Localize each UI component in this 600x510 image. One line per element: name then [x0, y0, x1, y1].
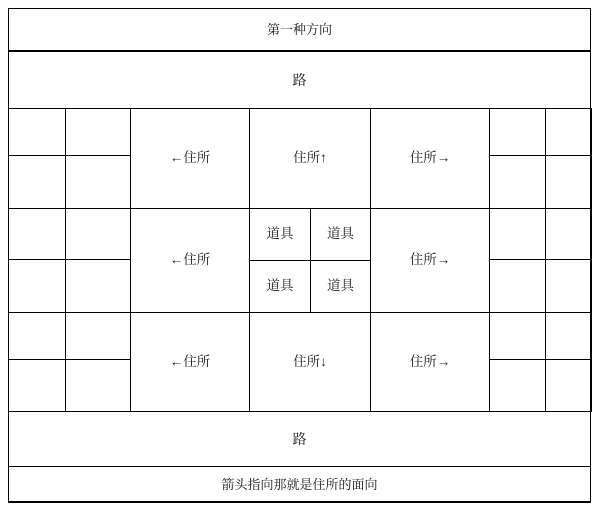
empty-cell: [8, 359, 66, 412]
empty-cell: [8, 155, 66, 209]
diagram-caption: 箭头指向那就是住所的面向: [8, 466, 591, 503]
house-up: 住所↑: [249, 108, 371, 209]
empty-cell: [489, 359, 546, 412]
item-cell-top-right: 道具: [310, 208, 371, 261]
house-down: 住所↓: [249, 312, 371, 412]
empty-cell: [8, 312, 66, 360]
item-cell-top-left: 道具: [249, 208, 311, 261]
empty-cell: [489, 208, 546, 260]
empty-cell: [545, 259, 592, 313]
empty-cell: [65, 208, 131, 260]
empty-cell: [545, 312, 592, 360]
empty-cell: [489, 155, 546, 209]
empty-cell: [545, 359, 592, 412]
empty-cell: [65, 359, 131, 412]
empty-cell: [8, 208, 66, 260]
empty-cell: [489, 108, 546, 156]
empty-cell: [489, 312, 546, 360]
empty-cell: [8, 259, 66, 313]
direction-layout-diagram: [8, 8, 591, 502]
empty-cell: [8, 108, 66, 156]
house-right-band3: 住所→: [370, 312, 490, 412]
empty-cell: [65, 155, 131, 209]
diagram-title: 第一种方向: [8, 8, 591, 51]
empty-cell: [545, 155, 592, 209]
empty-cell: [545, 108, 592, 156]
house-right-band2: 住所→: [370, 208, 490, 313]
item-cell-bottom-left: 道具: [249, 260, 311, 313]
empty-cell: [65, 312, 131, 360]
empty-cell: [545, 208, 592, 260]
road-bottom: 路: [8, 411, 591, 467]
empty-cell: [65, 259, 131, 313]
house-right-band1: 住所→: [370, 108, 490, 209]
empty-cell: [489, 259, 546, 313]
road-top: 路: [8, 51, 591, 109]
house-left-band2: ←住所: [130, 208, 250, 313]
house-left-band1: ←住所: [130, 108, 250, 209]
house-left-band3: ←住所: [130, 312, 250, 412]
item-cell-bottom-right: 道具: [310, 260, 371, 313]
empty-cell: [65, 108, 131, 156]
